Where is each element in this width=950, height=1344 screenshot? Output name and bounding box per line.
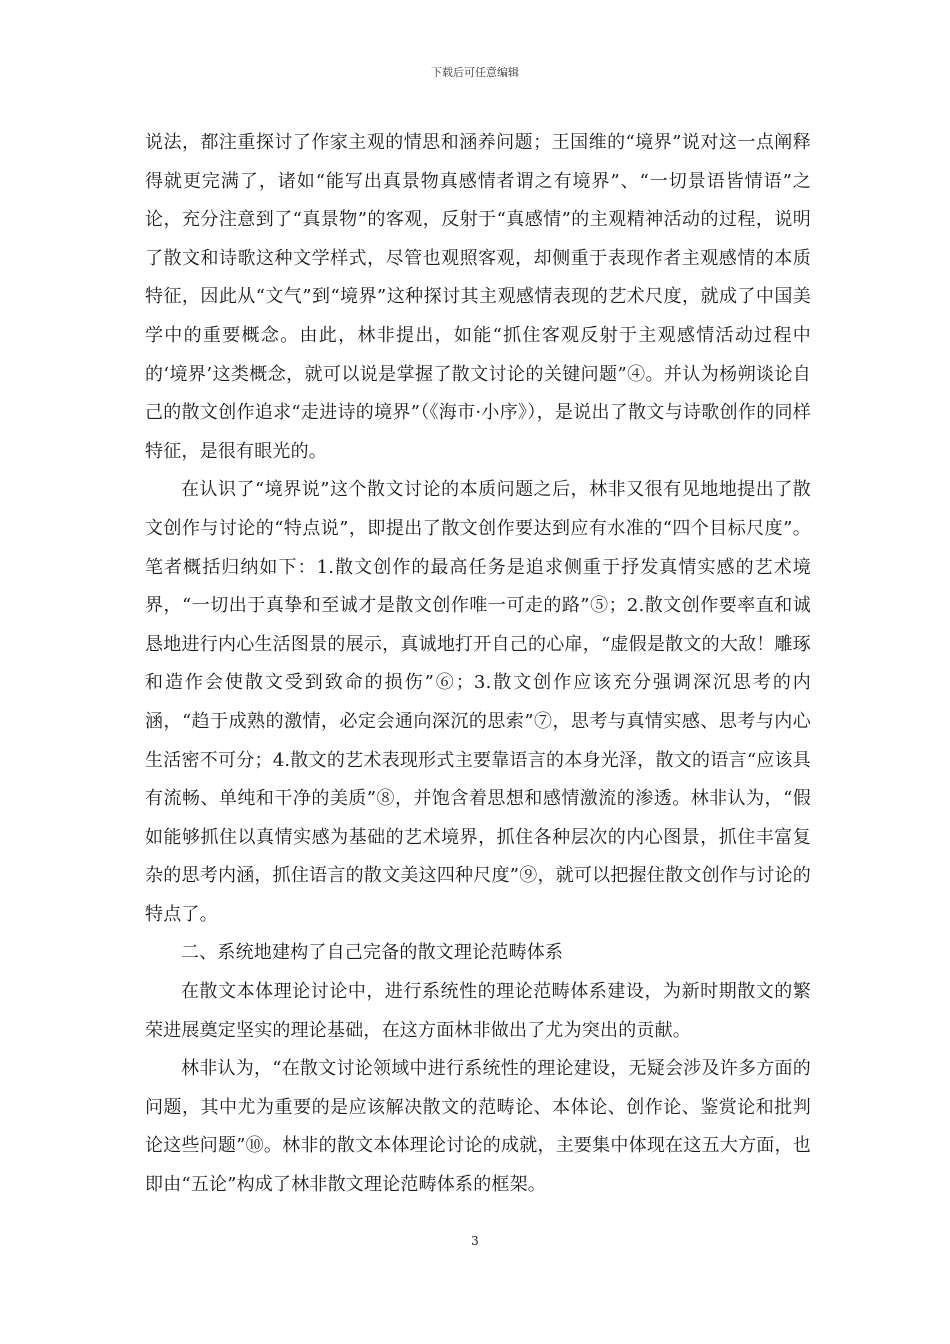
- paragraph-continuation: 说法，都注重探讨了作家主观的情思和涵养问题；王国维的“境界”说对这一点阐释得就更完满了，诸如“能写出真景物真感情者谓之有境界”、“一切景语皆情语”之论，充分注意到了“真景物”的客观，反射于“真感情”的主观精神活动的过程，说明了散文和诗歌这种文学样式，尽管也观照客观，却侧重于表现作者主观感情的本质特征，因此从“文气”到“境界”这种探讨其主观感情表现的艺术尺度，就成了中国美学中的重要概念。由此，林非提出，如能“抓住客观反射于主观感情活动过程中的‘境界’这类概念，就可以说是掌握了散文讨论的关键问题”④。并认为杨朔谈论自己的散文创作追求“走进诗的境界”（《海市·小序》），是说出了散文与诗歌创作的同样特征，是很有眼光的。: [145, 132, 811, 462]
- paragraph-system-intro: 在散文本体理论讨论中，进行系统性的理论范畴体系建设，为新时期散文的繁荣进展奠定坚实的理论基础，在这方面林非做出了尤为突出的贡献。: [145, 981, 811, 1041]
- section-heading: 二、系统地建构了自己完备的散文理论范畴体系: [181, 942, 564, 964]
- page-number: 3: [471, 1234, 479, 1248]
- paragraph-five-theories: 林非认为，“在散文讨论领域中进行系统性的理论建设，无疑会涉及许多方面的问题，其中尤为重要的是应该解决散文的范畴论、本体论、创作论、鉴赏论和批判论这些问题”⑩。林非的散文本体理论讨论的成就，主要集中体现在这五大方面，也即由“五论”构成了林非散文理论范畴体系的框架。: [145, 1058, 811, 1196]
- document-body: [145, 124, 811, 1205]
- paragraph-characteristics: 在认识了“境界说”这个散文讨论的本质问题之后，林非又很有见地地提出了散文创作与讨论的“特点说”，即提出了散文创作要达到应有水准的“四个目标尺度”。笔者概括归纳如下：1.散文创作的最高任务是追求侧重于抒发真情实感的艺术境界，“一切出于真挚和至诚才是散文创作唯一可走的路”⑤；2.散文创作要率直和诚恳地进行内心生活图景的展示，真诚地打开自己的心扉，“虚假是散文的大敌！雕琢和造作会使散文受到致命的损伤”⑥；3.散文创作应该充分强调深沉思考的内涵，“趋于成熟的激情，必定会通向深沉的思索”⑦，思考与真情实感、思考与内心生活密不可分；4.散文的艺术表现形式主要靠语言的本身光泽，散文的语言“应该具有流畅、单纯和干净的美质”⑧，并饱含着思想和感情激流的渗透。林非认为，“假如能够抓住以真情实感为基础的艺术境界，抓住各种层次的内心图景，抓住丰富复杂的思考内涵，抓住语言的散文美这四种尺度”⑨，就可以把握住散文创作与讨论的特点了。: [145, 479, 811, 925]
- page-header: 下载后可任意编辑: [431, 66, 519, 79]
